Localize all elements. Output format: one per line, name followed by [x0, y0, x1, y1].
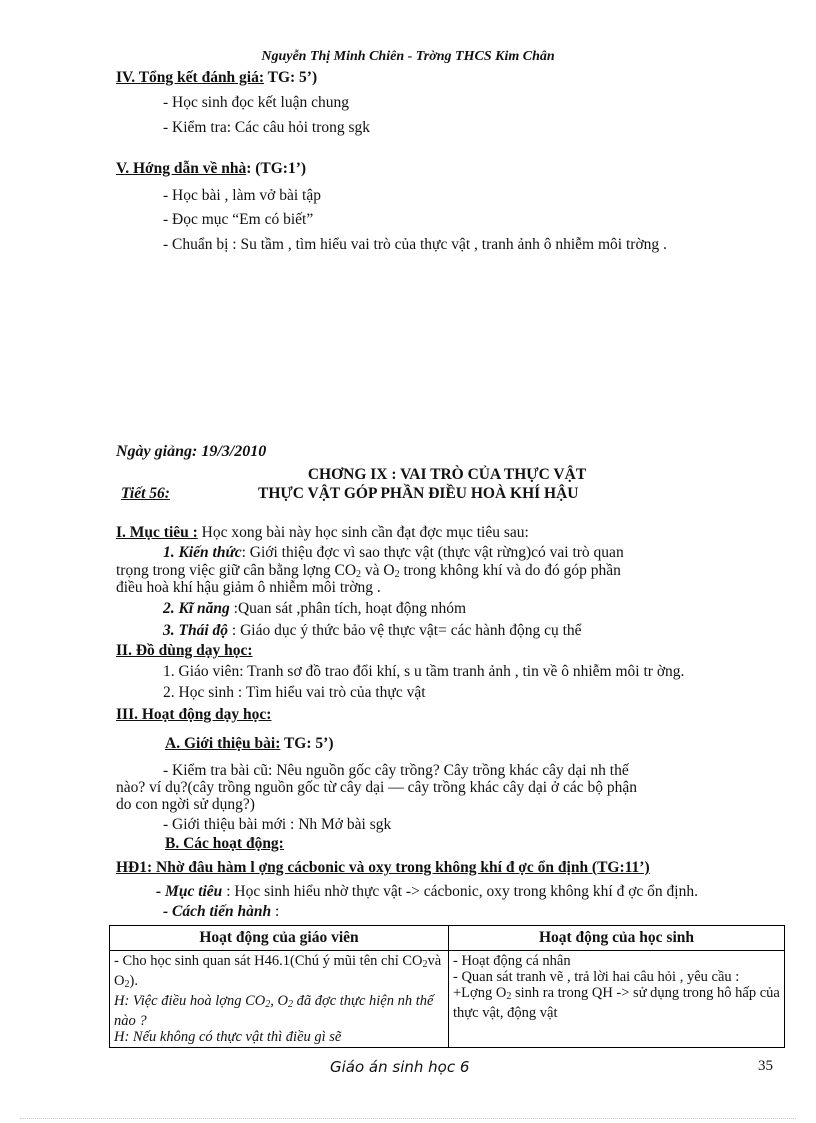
section-4-item: - Kiểm tra: Các câu hỏi trong sgk: [163, 119, 371, 136]
teacher-question: H: Việc điều hoà lợng $CO_2$, $O_2$ đã đợc thực hiện nh thế nào ?: [114, 993, 434, 1029]
page-header: Nguyễn Thị Minh Chiên - Trờng THCS Kim Chân: [261, 49, 555, 64]
chapter-title: CHƠNG IX : VAI TRÒ CỦA THỰC VẬT: [307, 466, 587, 483]
page-divider: [20, 1118, 796, 1119]
activities-heading: III. Hoạt động dạy học:: [116, 706, 272, 723]
knowledge-line-3: điều hoà khí hậu giảm ô nhiễm môi trờng .: [116, 579, 381, 596]
teacher-question: H: Nếu không có thực vật thì điều gì sẽ: [114, 1029, 342, 1045]
student-line: - Hoạt động cá nhân: [453, 953, 571, 969]
student-line: +Lợng $O_2$ sinh ra trong QH -> sử dụng trong hô hấp của thực vật, động vật: [453, 985, 780, 1021]
student-cell: [449, 951, 785, 1048]
period-label: Tiết 56:: [121, 485, 170, 502]
knowledge-line-2: trọng trong việc giữ cân bằng lợng $CO_2$ và $O_2$ trong không khí và do đó góp phần: [116, 562, 621, 580]
lesson-title: THỰC VẬT GÓP PHẦN ĐIỀU HOÀ KHÍ HẬU: [258, 485, 579, 502]
materials-student: 2. Học sinh : Tìm hiểu vai trò của thực vật: [163, 684, 426, 701]
hd1-title: HĐ1: Nhờ đâu hàm l ợng cácbonic và oxy trong không khí đ ợc ổn định (TG:11’): [116, 859, 650, 876]
intro-heading: A. Giới thiệu bài: TG: 5’): [165, 735, 334, 752]
footer-title: Giáo án sinh học 6: [330, 1058, 470, 1076]
section-5-item: - Học bài , làm vở bài tập: [163, 187, 321, 204]
page-number: 35: [758, 1058, 773, 1074]
goal-line: - Mục tiêu : Học sinh hiểu nhờ thực vật -> cácbonic, oxy trong không khí đ ợc ổn định.: [156, 883, 698, 900]
b-heading: B. Các hoạt động:: [165, 835, 284, 852]
section-4-heading: IV. Tổng kết đánh giá: TG: 5’): [116, 69, 318, 86]
section-5-heading: V. Hớng dẫn về nhà: (TG:1’): [116, 160, 307, 177]
col-student-header: Hoạt động của học sinh: [449, 926, 785, 951]
activity-table: [109, 925, 785, 1048]
section-5-item: - Đọc mục “Em có biết”: [163, 211, 314, 228]
knowledge-line: 1. Kiến thức: Giới thiệu đợc vì sao thực vật (thực vật rừng)có vai trò quan: [163, 544, 624, 561]
teacher-line: - Cho học sinh quan sát H46.1(Chú ý mũi tên chỉ $CO_2và$ $O_2$).: [114, 953, 442, 990]
check-line-2: nào? ví dụ?(cây trồng nguồn gốc từ cây dại — cây trồng khác cây dại ở các bộ phận: [116, 779, 638, 796]
section-5-item: - Chuẩn bị : Su tầm , tìm hiểu vai trò của thực vật , tranh ảnh ô nhiễm môi trờng .: [163, 236, 667, 253]
new-lesson-line: - Giới thiệu bài mới : Nh Mở bài sgk: [163, 816, 392, 833]
table-header-row: [110, 926, 785, 951]
check-line-3: do con ngời sử dụng?): [116, 796, 255, 813]
teacher-cell: [110, 951, 449, 1048]
materials-heading: II. Đồ dùng dạy học:: [116, 642, 253, 659]
lesson-date: Ngày giảng: 19/3/2010: [116, 443, 267, 460]
check-line-1: - Kiểm tra bài cũ: Nêu nguồn gốc cây trồng? Cây trồng khác cây dại nh thế: [163, 762, 629, 779]
objectives-line: I. Mục tiêu : Học xong bài này học sinh cần đạt đợc mục tiêu sau:: [116, 524, 529, 541]
materials-teacher: 1. Giáo viên: Tranh sơ đồ trao đổi khí, s u tầm tranh ảnh , tin về ô nhiễm môi tr ờng.: [163, 663, 685, 680]
section-4-item: - Học sinh đọc kết luận chung: [163, 94, 349, 111]
method-line: - Cách tiến hành :: [163, 903, 280, 920]
student-line: - Quan sát tranh vẽ , trả lời hai câu hỏi , yêu cầu :: [453, 969, 740, 985]
skills-line: 2. Kĩ năng :Quan sát ,phân tích, hoạt động nhóm: [163, 600, 467, 617]
col-teacher-header: Hoạt động của giáo viên: [110, 926, 449, 951]
attitude-line: 3. Thái độ : Giáo dục ý thức bảo vệ thực vật= các hành động cụ thể: [163, 622, 582, 639]
table-row: [110, 951, 785, 1048]
